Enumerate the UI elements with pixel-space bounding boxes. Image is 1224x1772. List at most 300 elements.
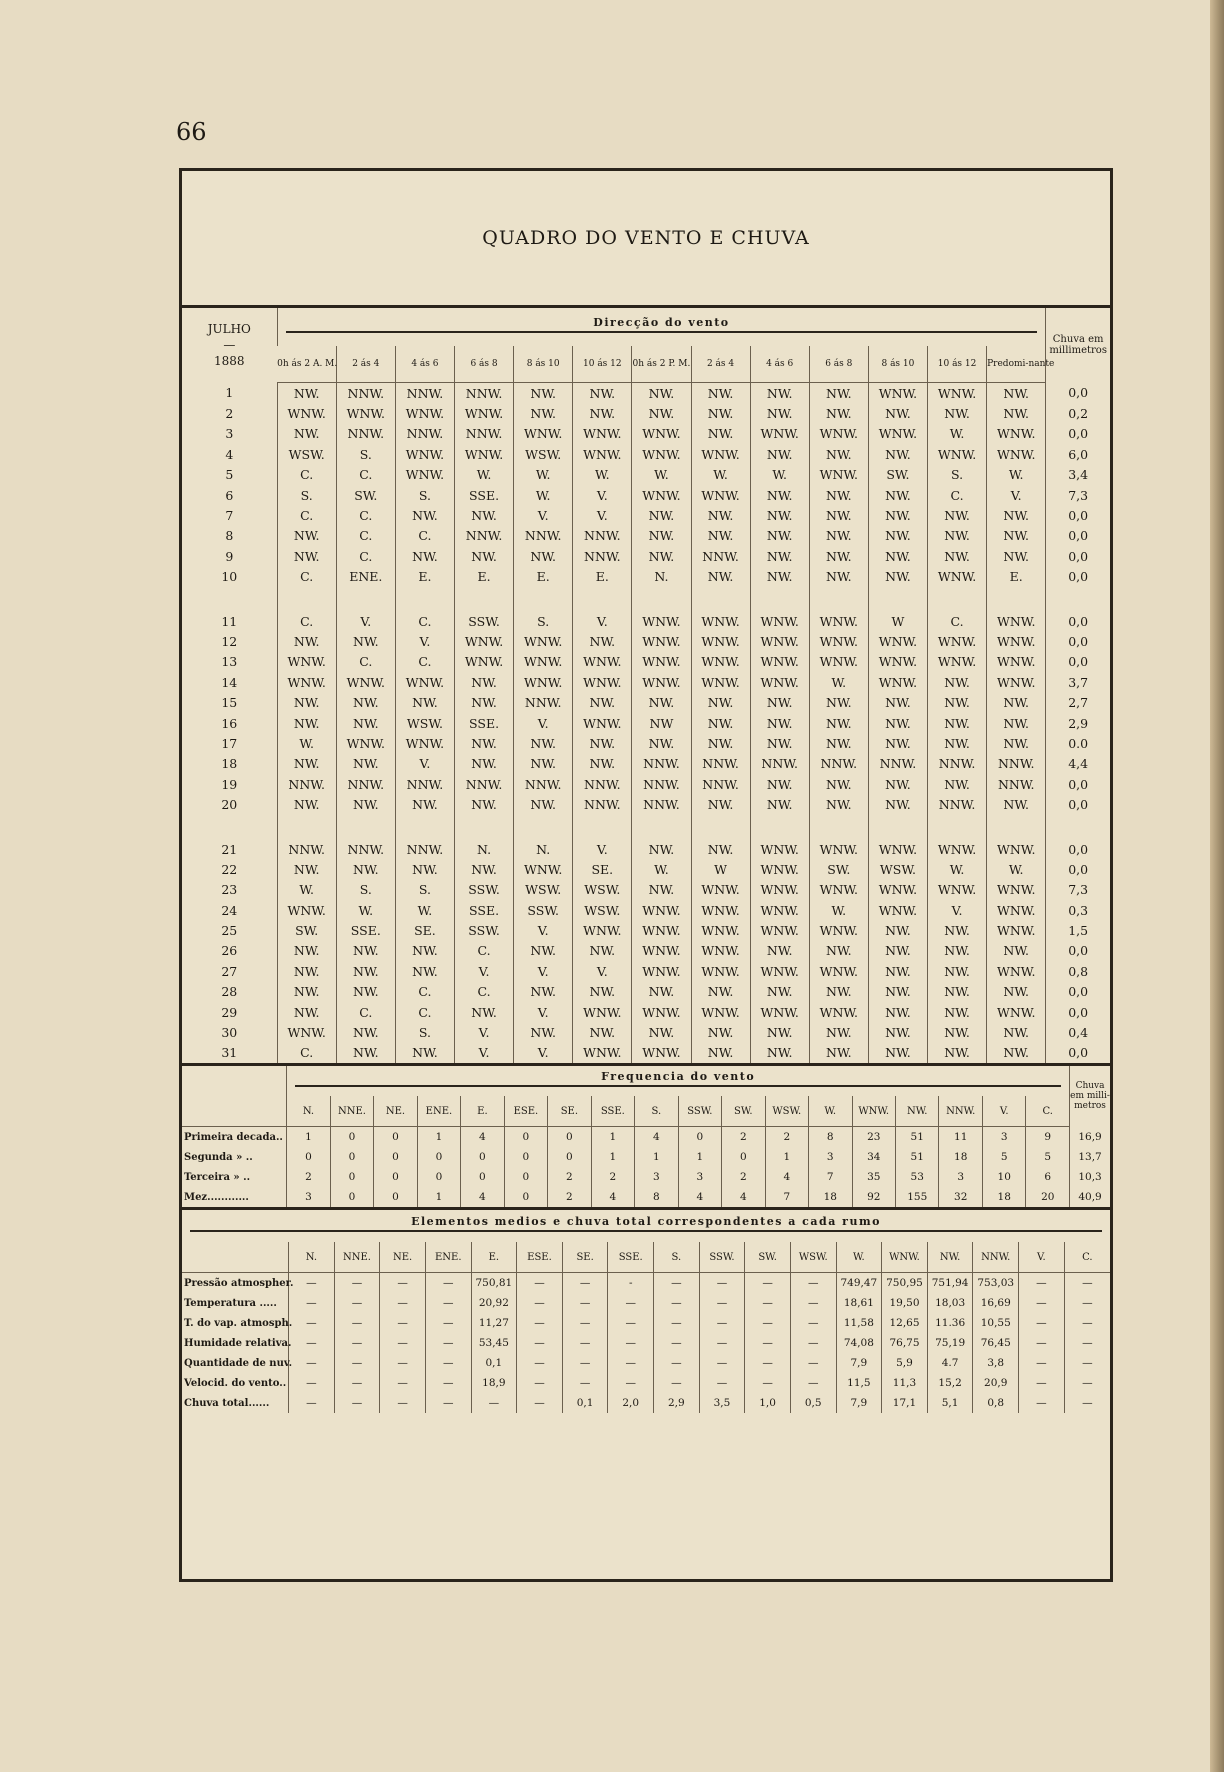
elem-cell: —: [1064, 1273, 1110, 1294]
rain-cell: 0,0: [1046, 859, 1110, 879]
hour-header: 2 ás 4: [691, 346, 750, 383]
freq-col-header: SSE.: [591, 1096, 634, 1127]
wind-cell: NW.: [573, 733, 632, 753]
freq-cell: 3: [982, 1127, 1025, 1148]
wind-cell: NW.: [336, 754, 395, 774]
table-row: [182, 1353, 1110, 1373]
wind-cell: WNW.: [632, 1043, 691, 1063]
wind-cell: NW.: [691, 424, 750, 444]
freq-cell: 0: [374, 1147, 417, 1167]
wind-cell: WNW.: [809, 880, 868, 900]
elem-col-header: SE.: [562, 1242, 608, 1273]
wind-cell: W.: [809, 672, 868, 692]
table-row: [182, 1393, 1110, 1413]
wind-cell: NW.: [868, 444, 927, 464]
wind-cell: V.: [987, 485, 1046, 505]
wind-cell: V.: [573, 839, 632, 859]
elem-cell: —: [654, 1353, 700, 1373]
wind-cell: NW.: [691, 982, 750, 1002]
wind-cell: NNW.: [868, 754, 927, 774]
freq-cell: 1: [287, 1127, 330, 1148]
day-cell: 10: [221, 569, 238, 585]
wind-cell: NW.: [987, 794, 1046, 814]
wind-cell: WSW.: [573, 880, 632, 900]
freq-cell: 0: [504, 1167, 547, 1187]
wind-cell: NW.: [868, 713, 927, 733]
hour-header: 8 ás 10: [514, 346, 573, 383]
direction-header: Direcção do vento: [277, 308, 1046, 346]
hour-header: 2 ás 4: [336, 346, 395, 383]
freq-cell: 0: [330, 1187, 373, 1207]
elem-cell: —: [425, 1393, 471, 1413]
elem-cell: 1,0: [745, 1393, 791, 1413]
wind-cell: NW.: [750, 526, 809, 546]
wind-cell: WNW.: [691, 900, 750, 920]
wind-cell: S.: [336, 880, 395, 900]
wind-cell: S.: [277, 485, 336, 505]
row-label: Primeira decada..: [184, 1131, 283, 1143]
elem-cell: 0,5: [790, 1393, 836, 1413]
wind-cell: NNW.: [277, 839, 336, 859]
elem-cell: 750,81: [471, 1273, 517, 1294]
wind-cell: NW.: [928, 941, 987, 961]
wind-cell: E.: [573, 567, 632, 587]
wind-cell: V.: [573, 961, 632, 981]
wind-cell: WNW.: [987, 839, 1046, 859]
elem-col-header: NNE.: [334, 1242, 380, 1273]
day-cell: 2: [225, 406, 234, 422]
wind-cell: NW.: [750, 505, 809, 525]
wind-cell: NW.: [632, 839, 691, 859]
elem-cell: —: [1019, 1353, 1065, 1373]
wind-cell: NNW.: [395, 839, 454, 859]
wind-cell: N.: [514, 839, 573, 859]
wind-cell: C.: [277, 1043, 336, 1063]
freq-cell: 0: [722, 1147, 765, 1167]
day-cell: 26: [221, 943, 238, 959]
elem-cell: —: [790, 1333, 836, 1353]
elem-cell: —: [517, 1313, 563, 1333]
freq-cell: 92: [852, 1187, 895, 1207]
elem-cell: —: [1019, 1393, 1065, 1413]
wind-cell: WNW.: [573, 652, 632, 672]
freq-cell: 0: [678, 1127, 721, 1148]
wind-cell: C.: [277, 465, 336, 485]
rain-cell: 0,0: [1046, 774, 1110, 794]
elem-cell: —: [790, 1273, 836, 1294]
wind-cell: NW.: [455, 733, 514, 753]
elem-cell: 753,03: [973, 1273, 1019, 1294]
elem-cell: —: [562, 1293, 608, 1313]
elem-col-header: WNW.: [882, 1242, 928, 1273]
wind-cell: WNW.: [750, 672, 809, 692]
elem-cell: —: [425, 1273, 471, 1294]
freq-cell: 0: [461, 1167, 504, 1187]
wind-cell: WNW.: [750, 631, 809, 651]
wind-cell: W.: [514, 485, 573, 505]
wind-cell: WNW.: [750, 424, 809, 444]
elem-col-header: NW.: [927, 1242, 973, 1273]
wind-cell: NNW.: [928, 754, 987, 774]
wind-cell: W.: [809, 900, 868, 920]
freq-cell: 0: [330, 1127, 373, 1148]
elem-col-header: SW.: [745, 1242, 791, 1273]
page-number: 66: [176, 118, 207, 146]
freq-col-header: NNE.: [330, 1096, 373, 1127]
wind-cell: V.: [573, 611, 632, 631]
elem-cell: -: [608, 1273, 654, 1294]
wind-cell: WNW.: [632, 1002, 691, 1022]
freq-cell: 4: [635, 1127, 678, 1148]
wind-cell: NW.: [395, 961, 454, 981]
wind-cell: WNW.: [987, 672, 1046, 692]
wind-cell: NNW.: [691, 774, 750, 794]
wind-cell: NW.: [868, 1002, 927, 1022]
table-row: [182, 839, 1110, 859]
wind-cell: C.: [395, 611, 454, 631]
wind-cell: WNW.: [455, 652, 514, 672]
freq-cell: 40,9: [1070, 1187, 1110, 1207]
wind-cell: WNW.: [868, 900, 927, 920]
day-cell: 13: [221, 654, 238, 670]
row-label: Terceira » ..: [184, 1171, 251, 1183]
wind-cell: NW.: [928, 672, 987, 692]
wind-cell: WNW.: [750, 839, 809, 859]
wind-cell: WNW.: [928, 383, 987, 404]
wind-cell: NNW.: [691, 546, 750, 566]
wind-cell: NW.: [691, 1022, 750, 1042]
elem-cell: —: [517, 1393, 563, 1413]
elem-cell: —: [745, 1313, 791, 1333]
day-cell: 11: [221, 613, 238, 629]
wind-cell: WNW.: [336, 672, 395, 692]
wind-cell: C.: [395, 982, 454, 1002]
elem-cell: 749,47: [836, 1273, 882, 1294]
wind-cell: V.: [455, 961, 514, 981]
wind-cell: NW.: [691, 1043, 750, 1063]
wind-cell: NW.: [809, 941, 868, 961]
freq-cell: 20: [1026, 1187, 1070, 1207]
freq-cell: 1: [678, 1147, 721, 1167]
rain-cell: 0,0: [1046, 546, 1110, 566]
elem-cell: —: [1019, 1313, 1065, 1333]
table-row: [182, 567, 1110, 587]
hour-header: 0h ás 2 P. M.: [632, 346, 691, 383]
elem-cell: —: [790, 1353, 836, 1373]
wind-cell: NW.: [277, 713, 336, 733]
wind-cell: NW.: [573, 631, 632, 651]
wind-cell: WNW.: [336, 403, 395, 423]
wind-cell: NW.: [336, 1022, 395, 1042]
table-row: [182, 754, 1110, 774]
wind-cell: WNW.: [987, 652, 1046, 672]
wind-cell: E.: [455, 567, 514, 587]
wind-cell: SSW.: [514, 900, 573, 920]
elem-cell: 7,9: [836, 1393, 882, 1413]
wind-cell: NNW.: [632, 774, 691, 794]
hour-header: 4 ás 6: [395, 346, 454, 383]
day-cell: 22: [221, 861, 238, 877]
wind-cell: S.: [928, 465, 987, 485]
elem-cell: —: [745, 1373, 791, 1393]
wind-cell: NW.: [395, 505, 454, 525]
wind-cell: NW.: [691, 526, 750, 546]
wind-cell: NW.: [809, 505, 868, 525]
table-row: [182, 444, 1110, 464]
wind-cell: C.: [336, 526, 395, 546]
wind-cell: C.: [336, 1002, 395, 1022]
hour-header: 10 ás 12: [928, 346, 987, 383]
elem-cell: —: [654, 1373, 700, 1393]
elem-cell: —: [699, 1293, 745, 1313]
wind-cell: NW.: [514, 383, 573, 404]
table-row: [182, 611, 1110, 631]
wind-cell: NW.: [809, 444, 868, 464]
wind-cell: WNW.: [632, 672, 691, 692]
wind-cell: WNW.: [514, 631, 573, 651]
wind-cell: W.: [573, 465, 632, 485]
freq-col-header: NW.: [896, 1096, 939, 1127]
day-cell: 23: [221, 882, 238, 898]
rain-cell: 0,0: [1046, 1002, 1110, 1022]
wind-cell: NW.: [750, 1043, 809, 1063]
table-row: [182, 794, 1110, 814]
month-label: JULHO — 1888: [207, 322, 251, 369]
wind-cell: WNW.: [868, 672, 927, 692]
wind-cell: NW.: [455, 754, 514, 774]
wind-cell: NNW.: [573, 774, 632, 794]
wind-cell: WNW.: [809, 611, 868, 631]
wind-cell: WNW.: [395, 672, 454, 692]
freq-cell: 2: [722, 1127, 765, 1148]
day-cell: 7: [225, 508, 234, 524]
table-row: [182, 1187, 1110, 1207]
elem-cell: 15,2: [927, 1373, 973, 1393]
freq-cell: 51: [896, 1147, 939, 1167]
wind-cell: NW.: [928, 713, 987, 733]
wind-cell: C.: [277, 611, 336, 631]
wind-cell: WNW.: [750, 1002, 809, 1022]
hour-header: 0h ás 2 A. M.: [277, 346, 336, 383]
day-cell: 24: [221, 902, 238, 918]
wind-cell: WNW.: [573, 1043, 632, 1063]
wind-cell: WNW.: [750, 652, 809, 672]
elem-cell: 75,19: [927, 1333, 973, 1353]
wind-cell: NW.: [750, 692, 809, 712]
table-row: [182, 941, 1110, 961]
wind-cell: NNW.: [750, 754, 809, 774]
wind-cell: WNW.: [868, 383, 927, 404]
wind-cell: NW.: [928, 920, 987, 940]
freq-cell: 11: [939, 1127, 982, 1148]
freq-cell: 0: [548, 1147, 591, 1167]
rain-header: Chuva em millimetros: [1046, 308, 1110, 383]
freq-cell: 4: [591, 1187, 634, 1207]
wind-cell: WNW.: [868, 424, 927, 444]
elem-cell: 5,1: [927, 1393, 973, 1413]
row-label: Humidade relativa.: [184, 1337, 292, 1349]
elem-cell: —: [1019, 1293, 1065, 1313]
elem-cell: 76,45: [973, 1333, 1019, 1353]
wind-cell: NW.: [868, 505, 927, 525]
wind-cell: WNW.: [632, 652, 691, 672]
wind-cell: NW.: [928, 774, 987, 794]
freq-col-header: NNW.: [939, 1096, 982, 1127]
wind-cell: WNW.: [868, 880, 927, 900]
freq-cell: 5: [982, 1147, 1025, 1167]
wind-cell: NW.: [868, 485, 927, 505]
day-cell: 3: [225, 426, 234, 442]
freq-cell: 23: [852, 1127, 895, 1148]
wind-cell: NW.: [868, 774, 927, 794]
freq-col-header: SSW.: [678, 1096, 721, 1127]
rain-cell: 0,0: [1046, 505, 1110, 525]
rain-cell: 0,0: [1046, 941, 1110, 961]
wind-cell: NW.: [750, 794, 809, 814]
wind-cell: WNW.: [277, 672, 336, 692]
freq-cell: 0: [548, 1127, 591, 1148]
freq-cell: 4: [765, 1167, 808, 1187]
wind-cell: NW.: [395, 941, 454, 961]
wind-cell: NW.: [514, 794, 573, 814]
wind-cell: WNW.: [336, 733, 395, 753]
wind-cell: NW.: [277, 424, 336, 444]
table-row: [182, 1043, 1110, 1063]
page-title: QUADRO DO VENTO E CHUVA: [182, 171, 1110, 308]
wind-cell: V.: [455, 1022, 514, 1042]
wind-cell: WNW.: [573, 920, 632, 940]
hour-header: 6 ás 8: [809, 346, 868, 383]
elem-cell: 750,95: [882, 1273, 928, 1294]
wind-cell: NW.: [868, 982, 927, 1002]
table-row: [182, 1147, 1110, 1167]
day-cell: 12: [221, 633, 238, 649]
freq-cell: 10,3: [1070, 1167, 1110, 1187]
elem-cell: 53,45: [471, 1333, 517, 1353]
table-row: [182, 403, 1110, 423]
wind-cell: WNW.: [868, 652, 927, 672]
wind-cell: NW.: [336, 982, 395, 1002]
elem-cell: —: [745, 1293, 791, 1313]
wind-cell: NNW.: [632, 754, 691, 774]
table-row: [182, 465, 1110, 485]
wind-cell: NW.: [809, 526, 868, 546]
elem-cell: —: [517, 1293, 563, 1313]
elem-cell: —: [289, 1353, 335, 1373]
wind-cell: NW.: [809, 1022, 868, 1042]
freq-cell: 155: [896, 1187, 939, 1207]
elem-cell: 76,75: [882, 1333, 928, 1353]
elem-cell: —: [699, 1373, 745, 1393]
wind-cell: NW.: [868, 403, 927, 423]
wind-cell: WNW.: [514, 672, 573, 692]
rain-cell: 0,0: [1046, 839, 1110, 859]
rain-cell: 2,9: [1046, 713, 1110, 733]
freq-cell: 0: [504, 1147, 547, 1167]
elem-cell: —: [425, 1333, 471, 1353]
elem-cell: 20,92: [471, 1293, 517, 1313]
wind-cell: WSW.: [395, 713, 454, 733]
corner-cell: [182, 1242, 289, 1273]
hour-header: 6 ás 8: [455, 346, 514, 383]
wind-cell: WNW.: [987, 961, 1046, 981]
wind-cell: NW.: [632, 692, 691, 712]
wind-cell: WNW.: [750, 920, 809, 940]
wind-cell: NW.: [750, 485, 809, 505]
freq-cell: 4: [722, 1187, 765, 1207]
table-row: [182, 485, 1110, 505]
elem-cell: 0,1: [562, 1393, 608, 1413]
wind-cell: C.: [277, 567, 336, 587]
elem-col-header: ESE.: [517, 1242, 563, 1273]
elem-cell: —: [1019, 1333, 1065, 1353]
rain-cell: 0,0: [1046, 1043, 1110, 1063]
wind-cell: NW.: [868, 567, 927, 587]
freq-cell: 3: [287, 1187, 330, 1207]
wind-cell: NNW.: [395, 424, 454, 444]
elem-col-header: ENE.: [425, 1242, 471, 1273]
wind-cell: NW.: [514, 546, 573, 566]
row-label: Chuva total......: [184, 1397, 270, 1409]
table-row: [182, 982, 1110, 1002]
freq-col-header: SE.: [548, 1096, 591, 1127]
wind-cell: NW.: [632, 733, 691, 753]
wind-cell: NW.: [928, 526, 987, 546]
wind-cell: NW.: [750, 383, 809, 404]
elem-cell: —: [425, 1293, 471, 1313]
wind-cell: NNW.: [336, 424, 395, 444]
wind-cell: V.: [336, 611, 395, 631]
elem-cell: —: [1064, 1333, 1110, 1353]
wind-cell: WNW.: [987, 1002, 1046, 1022]
elem-col-header: SSE.: [608, 1242, 654, 1273]
elem-col-header: SSW.: [699, 1242, 745, 1273]
wind-cell: C.: [455, 982, 514, 1002]
hour-header: 10 ás 12: [573, 346, 632, 383]
table-row: [182, 774, 1110, 794]
table-row: [182, 961, 1110, 981]
wind-cell: NW.: [632, 526, 691, 546]
rain-cell: 0.0: [1046, 733, 1110, 753]
table-row: [182, 631, 1110, 651]
wind-cell: WSW.: [277, 444, 336, 464]
elem-cell: 11,5: [836, 1373, 882, 1393]
table-row: [182, 1373, 1110, 1393]
freq-cell: 2: [548, 1167, 591, 1187]
elem-col-header: C.: [1064, 1242, 1110, 1273]
freq-cell: 51: [896, 1127, 939, 1148]
freq-cell: 1: [765, 1147, 808, 1167]
elem-cell: —: [608, 1313, 654, 1333]
wind-cell: NNW.: [455, 526, 514, 546]
wind-cell: V.: [395, 754, 454, 774]
wind-cell: WNW.: [750, 961, 809, 981]
freq-cell: 1: [591, 1147, 634, 1167]
wind-cell: SW.: [809, 859, 868, 879]
wind-cell: C.: [395, 652, 454, 672]
wind-cell: NW.: [573, 383, 632, 404]
wind-cell: WNW.: [455, 631, 514, 651]
row-label: Segunda » ..: [184, 1151, 253, 1163]
wind-cell: NW.: [750, 774, 809, 794]
freq-cell: 0: [461, 1147, 504, 1167]
wind-cell: WNW.: [987, 880, 1046, 900]
wind-cell: V.: [573, 485, 632, 505]
wind-cell: NW.: [809, 692, 868, 712]
table-row: [182, 733, 1110, 753]
wind-cell: W: [691, 859, 750, 879]
wind-cell: C.: [277, 505, 336, 525]
